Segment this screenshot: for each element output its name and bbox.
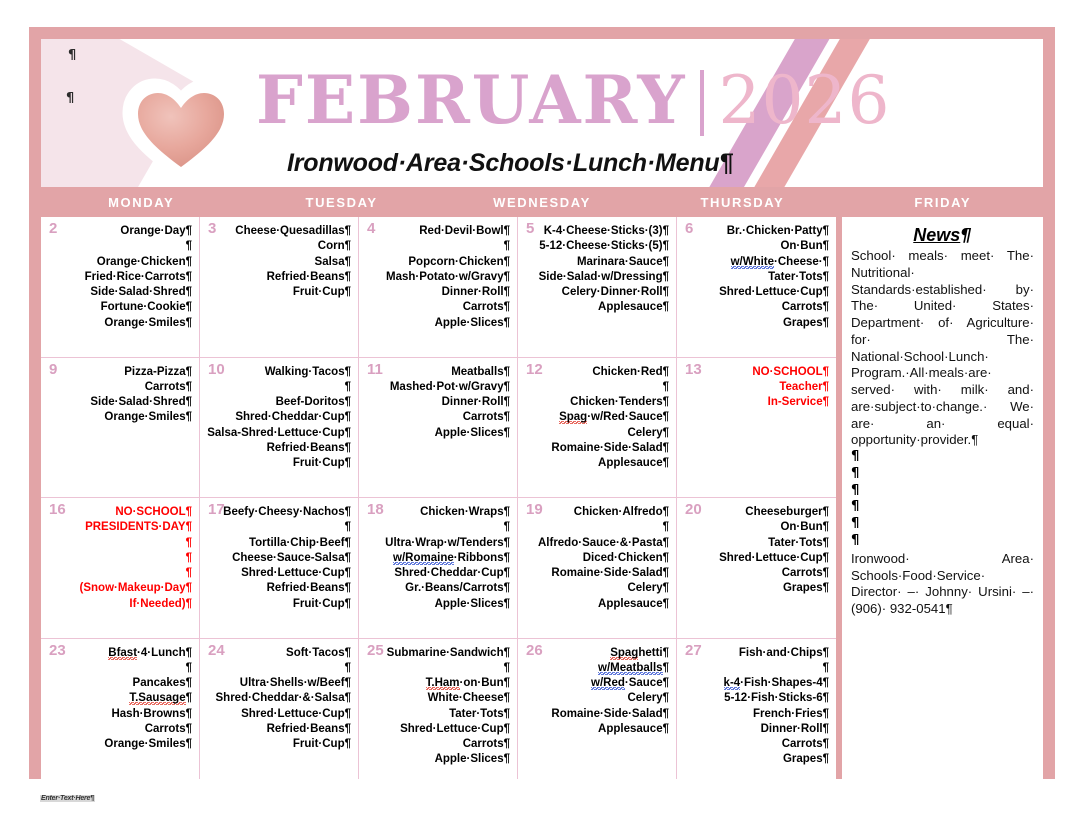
menu-line: Celery¶ (627, 692, 669, 705)
news-panel (842, 217, 1043, 779)
calendar-grid (41, 217, 836, 779)
menu-line: 5-12·Cheese·Sticks·(5)¶ (539, 240, 669, 253)
menu-line: Applesauce¶ (598, 597, 669, 610)
day-number: 13 (685, 360, 702, 378)
menu-line: Pancakes¶ (132, 677, 192, 690)
menu-item-list (206, 220, 351, 300)
news-title-pilcrow: ¶ (960, 225, 972, 246)
menu-line: Orange·Smiles¶ (104, 411, 192, 424)
weekday-heading-tuesday: TUESDAY (305, 194, 378, 210)
news-body-text: School· meals· meet· The· Nutritional· Standards·established· by· The· United· States· Department· of· Agriculture· for· The· National·School·Lunch· Program.·All·meals·are· served· with· milk· and· are·subject·to·change.· We· are· an· equal· opportunity·provider.¶ (851, 248, 1034, 448)
menu-line: Alfredo·Sauce·&·Pasta¶ (537, 536, 669, 549)
day-number: 17 (208, 501, 225, 518)
menu-line: Fruit·Cup¶ (292, 286, 351, 299)
menu-line: Carrots¶ (781, 567, 829, 580)
news-blank-line: ¶ (851, 533, 860, 549)
menu-line: Beef-Doritos¶ (275, 396, 351, 409)
menu-line: Carrots¶ (462, 301, 510, 314)
calendar-day-cell-17[interactable] (200, 498, 359, 639)
menu-line: Mashed·Pot·w/Gravy¶ (389, 380, 510, 393)
menu-line: Walking·Tacos¶ (264, 365, 351, 378)
calendar-day-cell-16[interactable] (41, 498, 200, 639)
news-blank-line: ¶ (851, 465, 860, 481)
day-number: 2 (49, 220, 58, 237)
header-pilcrow-top: ¶ (68, 48, 77, 63)
menu-line: Romaine·Side·Salad¶ (551, 707, 669, 720)
calendar-day-cell-25[interactable] (359, 639, 518, 780)
menu-line: On·Bun¶ (780, 240, 829, 253)
menu-line: Apple·Slices¶ (434, 316, 510, 329)
menu-line: Shred·Cheddar·Cup¶ (394, 567, 510, 580)
news-blank-lines (851, 449, 1034, 550)
header-pilcrow-bottom: ¶ (66, 91, 75, 106)
menu-line: ¶ (662, 380, 669, 393)
day-number: 25 (367, 641, 384, 659)
menu-line: Shred·Lettuce·Cup¶ (241, 707, 351, 720)
menu-line: ¶ (185, 240, 192, 253)
menu-line: T.Ham·on·Bun¶ (425, 677, 510, 690)
menu-line: Chicken·Wraps¶ (420, 506, 510, 518)
calendar-day-cell-27[interactable] (677, 639, 836, 780)
menu-line: Fruit·Cup¶ (292, 457, 351, 470)
calendar-day-cell-26[interactable] (518, 639, 677, 780)
heart-icon (121, 77, 241, 181)
menu-line: Ultra·Shells·w/Beef¶ (239, 677, 351, 690)
news-blank-line: ¶ (851, 516, 860, 532)
weekday-heading-monday: MONDAY (108, 194, 175, 210)
menu-line: French·Fries¶ (752, 707, 829, 720)
day-number: 18 (367, 501, 384, 518)
day-number: 11 (367, 360, 383, 378)
menu-item-list (47, 360, 192, 426)
day-number: 26 (526, 641, 543, 659)
menu-line: Celery·Dinner·Roll¶ (561, 286, 669, 299)
menu-line: Spag·w/Red·Sauce¶ (559, 411, 669, 424)
menu-line: Gr.·Beans/Carrots¶ (405, 582, 510, 595)
menu-line: 5-12·Fish·Sticks-6¶ (724, 692, 829, 705)
menu-line: Shred·Lettuce·Cup¶ (719, 286, 829, 299)
menu-line: Fruit·Cup¶ (292, 738, 351, 751)
menu-line: Shred·Lettuce·Cup¶ (400, 722, 510, 735)
calendar-subtitle: Ironwood·Area·Schools·Lunch·Menu¶ (287, 149, 734, 177)
menu-item-list (206, 641, 351, 753)
menu-item-list (683, 501, 829, 597)
menu-line: ¶ (185, 551, 192, 564)
menu-line: Side·Salad·Shred¶ (90, 286, 192, 299)
menu-line: Carrots¶ (462, 411, 510, 424)
menu-item-list (524, 220, 669, 316)
menu-line: If·Needed)¶ (129, 597, 192, 610)
calendar-day-cell-9[interactable] (41, 358, 200, 499)
menu-line: Salsa-Shred·Lettuce·Cup¶ (207, 426, 351, 439)
menu-item-list (47, 220, 192, 331)
month-label: FEBRUARY (256, 61, 687, 139)
menu-line: Hash·Browns¶ (111, 707, 192, 720)
menu-line: Br.·Chicken·Patty¶ (726, 225, 829, 237)
weekday-header-row (41, 187, 1043, 217)
calendar-day-cell-3[interactable] (200, 217, 359, 358)
menu-line: Celery¶ (627, 582, 669, 595)
day-number: 20 (685, 501, 702, 518)
menu-line: Dinner·Roll¶ (441, 396, 510, 409)
menu-line: Carrots¶ (462, 738, 510, 751)
menu-line: Shred·Cheddar·Cup¶ (235, 411, 351, 424)
menu-line: Grapes¶ (782, 753, 829, 766)
footer-placeholder[interactable]: Enter·Text·Here¶ (41, 795, 94, 802)
menu-item-list (683, 360, 829, 411)
menu-item-list (365, 220, 510, 331)
menu-line: Grapes¶ (782, 316, 829, 329)
menu-line: Meatballs¶ (451, 365, 510, 378)
menu-item-list (365, 641, 510, 768)
menu-line: Dinner·Roll¶ (760, 722, 829, 735)
day-number: 4 (367, 220, 376, 237)
weekday-heading-wednesday: WEDNESDAY (493, 194, 591, 210)
menu-line: ¶ (503, 661, 510, 674)
menu-line: Marinara·Sauce¶ (576, 255, 669, 268)
day-number: 6 (685, 220, 694, 237)
menu-line: Orange·Smiles¶ (104, 738, 192, 751)
menu-line: ¶ (185, 661, 192, 674)
menu-line: k-4·Fish·Shapes-4¶ (723, 677, 829, 690)
menu-line: (Snow·Makeup·Day¶ (79, 582, 192, 595)
calendar-body (41, 217, 1043, 779)
menu-line: Fortune·Cookie¶ (100, 301, 192, 314)
menu-line: Refried·Beans¶ (266, 582, 351, 595)
menu-line: Applesauce¶ (598, 301, 669, 314)
menu-item-list (365, 360, 510, 441)
menu-line: Tater·Tots¶ (768, 270, 829, 283)
menu-line: Salsa¶ (314, 255, 351, 268)
calendar-header-banner (41, 39, 1043, 187)
menu-item-list (47, 501, 192, 612)
news-blank-line: ¶ (851, 449, 860, 465)
menu-line: Orange·Day¶ (120, 225, 192, 237)
menu-line: w/White·Cheese·¶ (730, 255, 829, 268)
menu-line: Popcorn·Chicken¶ (408, 255, 510, 268)
menu-line: ¶ (503, 521, 510, 534)
menu-line: Orange·Smiles¶ (104, 316, 192, 329)
title-divider (700, 70, 704, 136)
menu-line: Refried·Beans¶ (266, 722, 351, 735)
menu-item-list (524, 360, 669, 472)
calendar-day-cell-6[interactable] (677, 217, 836, 358)
menu-line: Applesauce¶ (598, 722, 669, 735)
menu-line: Mash·Potato·w/Gravy¶ (386, 270, 510, 283)
news-blank-line: ¶ (851, 499, 860, 515)
menu-line: Apple·Slices¶ (434, 426, 510, 439)
menu-line: ¶ (662, 521, 669, 534)
menu-line: ¶ (344, 661, 351, 674)
menu-line: Orange·Chicken¶ (96, 255, 192, 268)
menu-line: Fish·and·Chips¶ (738, 646, 829, 659)
menu-line: ¶ (822, 661, 829, 674)
calendar-day-cell-5[interactable] (518, 217, 677, 358)
menu-line: w/Meatballs¶ (598, 661, 669, 674)
menu-line: Fried·Rice·Carrots¶ (84, 270, 192, 283)
calendar-title (256, 61, 891, 139)
day-number: 19 (526, 501, 543, 518)
menu-line: In-Service¶ (767, 396, 829, 409)
year-label: 2026 (718, 62, 891, 139)
day-number: 24 (208, 641, 225, 659)
menu-line: Teacher¶ (779, 380, 829, 393)
weekday-heading-thursday: THURSDAY (700, 194, 785, 210)
calendar-day-cell-19[interactable] (518, 498, 677, 639)
menu-line: Celery¶ (627, 426, 669, 439)
menu-line: Carrots¶ (144, 722, 192, 735)
menu-line: ¶ (185, 567, 192, 580)
menu-line: Side·Salad·w/Dressing¶ (538, 270, 669, 283)
menu-line: Refried·Beans¶ (266, 441, 351, 454)
menu-line: Refried·Beans¶ (266, 270, 351, 283)
calendar-day-cell-4[interactable] (359, 217, 518, 358)
menu-item-list (47, 641, 192, 753)
news-title-text: News (913, 225, 961, 245)
day-number: 27 (685, 641, 702, 659)
menu-item-list (683, 220, 829, 331)
menu-line: White·Cheese¶ (427, 692, 510, 705)
menu-item-list (206, 360, 351, 472)
menu-line: Cheeseburger¶ (745, 506, 829, 518)
menu-line: Carrots¶ (781, 301, 829, 314)
menu-line: Ultra·Wrap·w/Tenders¶ (385, 536, 510, 549)
menu-line: Corn¶ (317, 240, 351, 253)
menu-line: On·Bun¶ (780, 521, 829, 534)
calendar-day-cell-12[interactable] (518, 358, 677, 499)
menu-line: Shred·Lettuce·Cup¶ (241, 567, 351, 580)
day-number: 9 (49, 360, 58, 378)
menu-line: Red·Devil·Bowl¶ (419, 225, 510, 237)
calendar-day-cell-20[interactable] (677, 498, 836, 639)
menu-line: Apple·Slices¶ (434, 597, 510, 610)
menu-line: NO·SCHOOL¶ (115, 506, 192, 518)
menu-item-list (206, 501, 351, 612)
menu-line: w/Romaine·Ribbons¶ (393, 551, 510, 564)
menu-item-list (365, 501, 510, 612)
calendar-frame (29, 27, 1055, 779)
menu-line: T.Sausage¶ (129, 692, 192, 705)
menu-line: Spaghetti¶ (610, 646, 669, 659)
menu-item-list (524, 501, 669, 612)
menu-line: Chicken·Red¶ (592, 365, 669, 378)
news-blank-line: ¶ (851, 482, 860, 498)
menu-line: NO·SCHOOL¶ (752, 365, 829, 378)
menu-line: PRESIDENTS·DAY¶ (85, 521, 192, 534)
day-number: 5 (526, 220, 535, 237)
menu-line: Tater·Tots¶ (449, 707, 510, 720)
weekday-heading-friday: FRIDAY (914, 194, 972, 210)
menu-line: Diced·Chicken¶ (582, 551, 669, 564)
menu-line: ¶ (344, 521, 351, 534)
menu-item-list (683, 641, 829, 768)
calendar-day-cell-13[interactable] (677, 358, 836, 499)
menu-line: Tater·Tots¶ (768, 536, 829, 549)
menu-line: Shred·Lettuce·Cup¶ (719, 551, 829, 564)
menu-line: w/Red·Sauce¶ (591, 677, 669, 690)
menu-line: Side·Salad·Shred¶ (90, 396, 192, 409)
menu-line: Pizza-Pizza¶ (124, 365, 192, 378)
day-number: 10 (208, 360, 225, 378)
day-number: 23 (49, 641, 66, 659)
menu-line: K-4·Cheese·Sticks·(3)¶ (543, 225, 669, 237)
menu-line: Carrots¶ (144, 380, 192, 393)
menu-line: Submarine·Sandwich¶ (386, 646, 510, 659)
calendar-day-cell-18[interactable] (359, 498, 518, 639)
menu-line: Shred·Cheddar·&·Salsa¶ (215, 692, 351, 705)
menu-line: Bfast·4·Lunch¶ (108, 646, 192, 659)
news-contact-text: Ironwood· Area· Schools·Food·Service· Director· –· Johnny· Ursini· –· (906)· 932-0541¶ (851, 550, 1034, 617)
calendar-day-cell-23[interactable] (41, 639, 200, 780)
menu-line: Chicken·Tenders¶ (570, 396, 669, 409)
menu-line: Beefy·Cheesy·Nachos¶ (223, 506, 351, 518)
day-number: 12 (526, 360, 543, 378)
menu-line: Romaine·Side·Salad¶ (551, 567, 669, 580)
menu-line: Dinner·Roll¶ (441, 286, 510, 299)
menu-line: Soft·Tacos¶ (286, 646, 351, 659)
news-title (851, 225, 1034, 246)
menu-line: Carrots¶ (781, 738, 829, 751)
day-number: 3 (208, 220, 217, 237)
calendar-day-cell-10[interactable] (200, 358, 359, 499)
menu-line: Romaine·Side·Salad¶ (551, 441, 669, 454)
menu-line: Applesauce¶ (598, 457, 669, 470)
menu-item-list (524, 641, 669, 738)
calendar-day-cell-11[interactable] (359, 358, 518, 499)
menu-line: ¶ (344, 380, 351, 393)
calendar-day-cell-24[interactable] (200, 639, 359, 780)
menu-line: Tortilla·Chip·Beef¶ (248, 536, 351, 549)
menu-line: ¶ (185, 536, 192, 549)
menu-line: Cheese·Quesadillas¶ (235, 225, 351, 237)
menu-line: Grapes¶ (782, 582, 829, 595)
menu-line: Apple·Slices¶ (434, 753, 510, 766)
calendar-day-cell-2[interactable] (41, 217, 200, 358)
menu-line: Cheese·Sauce-Salsa¶ (232, 551, 351, 564)
menu-line: ¶ (503, 240, 510, 253)
menu-line: Fruit·Cup¶ (292, 597, 351, 610)
menu-line: Chicken·Alfredo¶ (573, 506, 669, 518)
day-number: 16 (49, 501, 66, 518)
